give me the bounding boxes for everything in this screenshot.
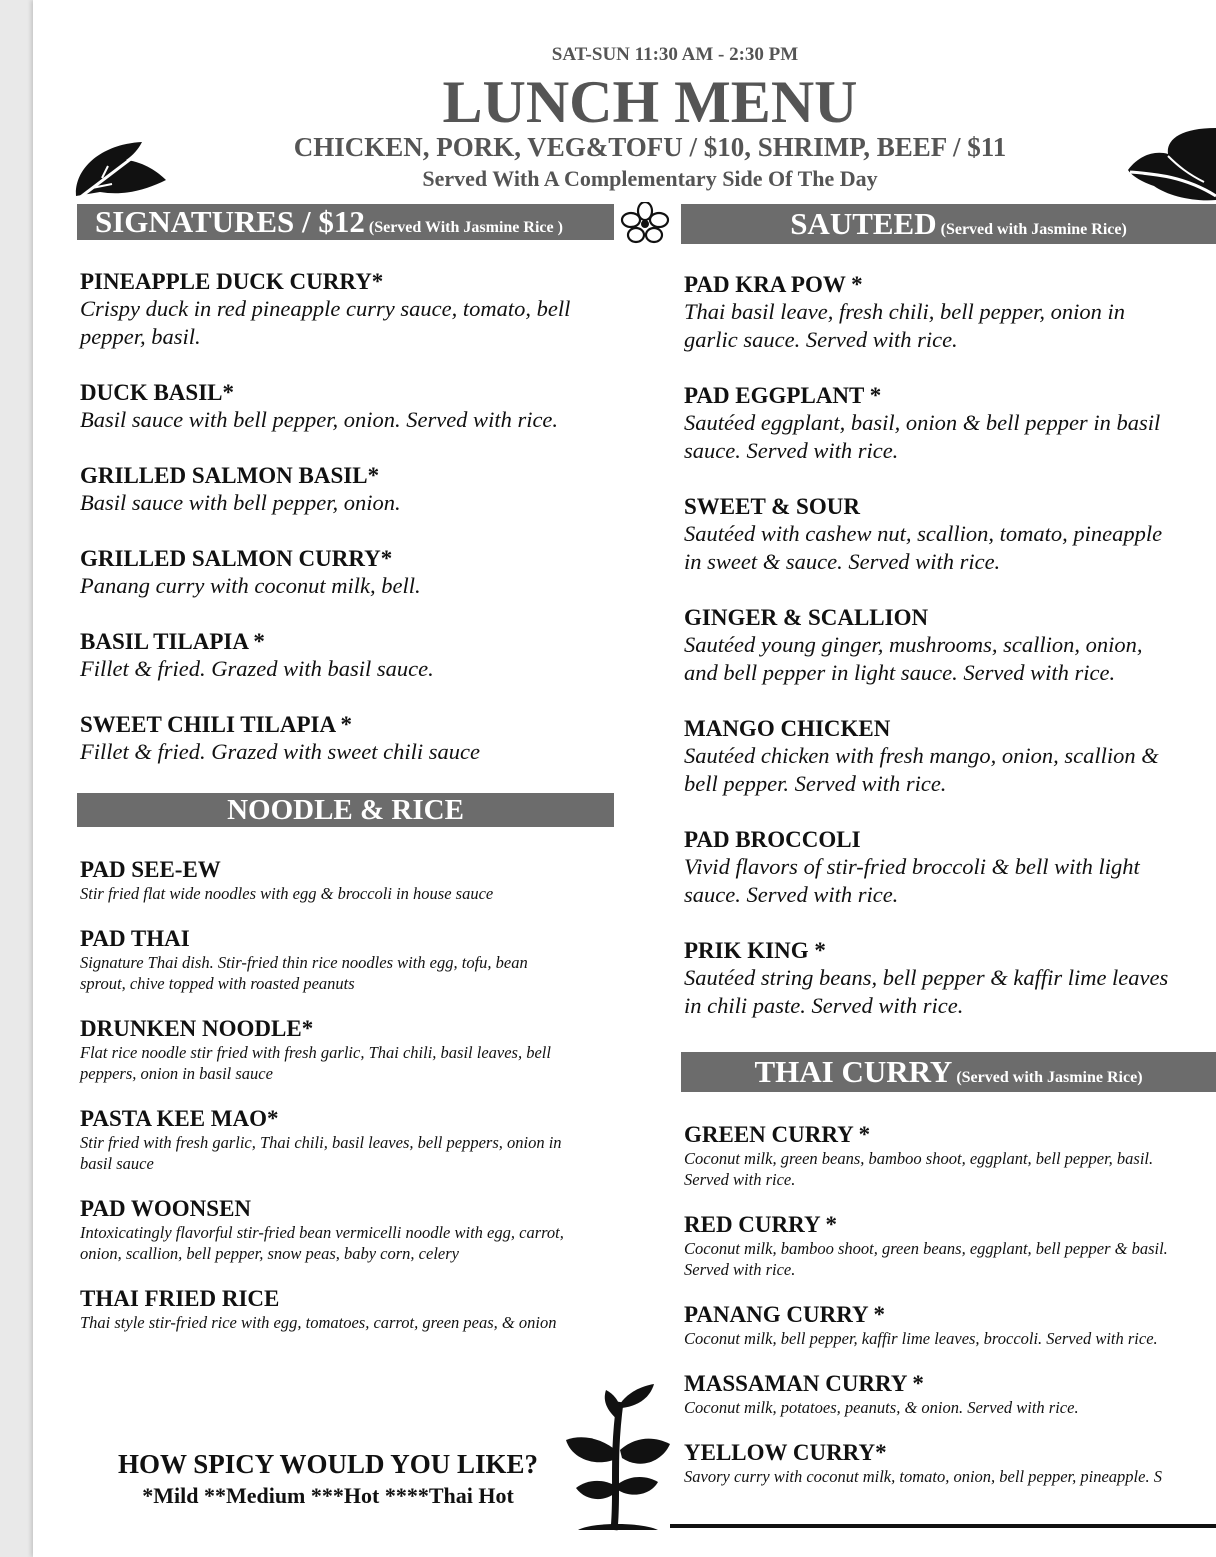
- item-name: PAD BROCCOLI: [684, 827, 861, 852]
- section-header-thai-curry: [681, 1052, 1216, 1092]
- item-description: and bell pepper in light sauce. Served with rice.: [684, 660, 1116, 685]
- thai-curry-list: [684, 1122, 1216, 1509]
- item-name: PINEAPPLE DUCK CURRY*: [80, 269, 384, 294]
- section-note: (Served with Jasmine Rice): [940, 221, 1127, 238]
- section-title: SIGNATURES / $12: [95, 204, 365, 239]
- bottom-divider: [670, 1524, 1216, 1528]
- item-name: PANANG CURRY *: [684, 1302, 886, 1327]
- menu-item: [80, 463, 620, 546]
- menu-hours: SAT-SUN 11:30 AM - 2:30 PM: [551, 44, 799, 65]
- section-note: (Served With Jasmine Rice ): [368, 219, 563, 236]
- item-name: RED CURRY *: [684, 1212, 837, 1237]
- menu-item: [684, 1212, 1216, 1302]
- section-title: NOODLE & RICE: [227, 794, 464, 826]
- item-description: sauce. Served with rice.: [684, 438, 899, 463]
- menu-item: [80, 926, 620, 1016]
- item-description: Crispy duck in red pineapple curry sauce, tomato, bell: [80, 296, 571, 321]
- item-name: SWEET & SOUR: [684, 494, 860, 519]
- item-description: Served with rice.: [684, 1260, 796, 1279]
- item-description: in sweet & sauce. Served with rice.: [684, 549, 1001, 574]
- item-description: Coconut milk, bamboo shoot, green beans, eggplant, bell pepper & basil.: [684, 1239, 1168, 1258]
- menu-prices: CHICKEN, PORK, VEG&TOFU / $10, SHRIMP, BEEF / $11: [293, 132, 1007, 162]
- item-description: basil sauce: [80, 1154, 154, 1173]
- item-name: GREEN CURRY *: [684, 1122, 871, 1147]
- section-title: SAUTEED: [790, 206, 937, 241]
- item-description: Vivid flavors of stir-fried broccoli & bell with light: [684, 854, 1140, 879]
- item-name: DUCK BASIL*: [80, 380, 235, 405]
- menu-item: [80, 1196, 620, 1286]
- item-name: PRIK KING *: [684, 938, 826, 963]
- section-header-sauteed: [681, 204, 1216, 244]
- item-description: garlic sauce. Served with rice.: [684, 327, 958, 352]
- item-name: GINGER & SCALLION: [684, 605, 929, 630]
- menu-title: LUNCH MENU: [442, 69, 858, 135]
- item-description: Coconut milk, bell pepper, kaffir lime leaves, broccoli. Served with rice.: [684, 1329, 1158, 1348]
- item-description: Flat rice noodle stir fried with fresh garlic, Thai chili, basil leaves, bell: [80, 1043, 551, 1062]
- menu-item: [684, 827, 1214, 938]
- menu-item: [684, 1440, 1216, 1509]
- menu-item: [80, 857, 620, 926]
- item-description: bell pepper. Served with rice.: [684, 771, 947, 796]
- sauteed-list: [684, 272, 1214, 1049]
- item-name: DRUNKEN NOODLE*: [80, 1016, 314, 1041]
- item-description: Thai basil leave, fresh chili, bell pepper, onion in: [684, 299, 1125, 324]
- menu-item: [684, 605, 1214, 716]
- menu-item: [80, 269, 620, 380]
- item-name: PASTA KEE MAO*: [80, 1106, 279, 1131]
- item-description: Thai style stir-fried rice with egg, tomatoes, carrot, green peas, & onion: [80, 1313, 557, 1332]
- signatures-list: [80, 269, 620, 795]
- menu-item: [684, 383, 1214, 494]
- item-description: onion, scallion, bell pepper, snow peas, baby corn, celery: [80, 1244, 459, 1263]
- section-header-signatures: [77, 204, 614, 240]
- item-description: Basil sauce with bell pepper, onion.: [80, 490, 401, 515]
- item-description: Sautéed string beans, bell pepper & kaffir lime leaves: [684, 965, 1169, 990]
- item-name: MASSAMAN CURRY *: [684, 1371, 924, 1396]
- menu-item: [80, 1016, 620, 1106]
- item-description: Sautéed chicken with fresh mango, onion, scallion &: [684, 743, 1159, 768]
- leaf-icon: [72, 138, 168, 204]
- item-description: Coconut milk, green beans, bamboo shoot, eggplant, bell pepper, basil.: [684, 1149, 1154, 1168]
- item-description: Sautéed young ginger, mushrooms, scallion, onion,: [684, 632, 1143, 657]
- item-name: GRILLED SALMON BASIL*: [80, 463, 380, 488]
- menu-item: [684, 1302, 1216, 1371]
- section-header-noodle-rice: [77, 793, 614, 827]
- item-name: GRILLED SALMON CURRY*: [80, 546, 393, 571]
- spice-levels: *Mild **Medium ***Hot ****Thai Hot: [142, 1483, 514, 1508]
- item-name: PAD SEE-EW: [80, 857, 221, 882]
- leaf-icon: [1124, 126, 1216, 204]
- item-name: PAD KRA POW *: [684, 272, 863, 297]
- item-description: sauce. Served with rice.: [684, 882, 899, 907]
- menu-item: [80, 546, 620, 629]
- item-name: THAI FRIED RICE: [80, 1286, 280, 1311]
- item-description: Sautéed with cashew nut, scallion, tomato, pineapple: [684, 521, 1163, 546]
- item-name: BASIL TILAPIA *: [80, 629, 265, 654]
- menu-item: [80, 1286, 620, 1346]
- item-description: Fillet & fried. Grazed with basil sauce.: [80, 656, 434, 681]
- item-description: Savory curry with coconut milk, tomato, onion, bell pepper, pineapple. S: [684, 1467, 1162, 1486]
- item-name: PAD WOONSEN: [80, 1196, 252, 1221]
- item-description: Served with rice.: [684, 1170, 796, 1189]
- noodle-rice-list: [80, 857, 620, 1346]
- item-description: peppers, onion in basil sauce: [80, 1064, 273, 1083]
- section-note: (Served with Jasmine Rice): [956, 1069, 1143, 1086]
- menu-served-note: Served With A Complementary Side Of The Day: [422, 166, 878, 191]
- menu-item: [684, 716, 1214, 827]
- menu-item: [684, 1122, 1216, 1212]
- item-name: SWEET CHILI TILAPIA *: [80, 712, 353, 737]
- item-description: Signature Thai dish. Stir-fried thin rice noodles with egg, tofu, bean: [80, 953, 528, 972]
- sprout-plant-icon: [562, 1382, 672, 1532]
- item-description: Sautéed eggplant, basil, onion & bell pepper in basil: [684, 410, 1161, 435]
- menu-item: [80, 380, 620, 463]
- menu-item: [80, 629, 620, 712]
- item-description: Stir fried flat wide noodles with egg & broccoli in house sauce: [80, 884, 494, 903]
- menu-item: [80, 1106, 620, 1196]
- section-title: THAI CURRY: [754, 1054, 953, 1089]
- menu-item: [684, 938, 1214, 1049]
- item-name: YELLOW CURRY*: [684, 1440, 887, 1465]
- spice-question: HOW SPICY WOULD YOU LIKE?: [117, 1449, 539, 1479]
- item-description: Coconut milk, potatoes, peanuts, & onion. Served with rice.: [684, 1398, 1079, 1417]
- item-description: pepper, basil.: [80, 324, 201, 349]
- item-description: Stir fried with fresh garlic, Thai chili, basil leaves, bell peppers, onion in: [80, 1133, 562, 1152]
- item-name: PAD EGGPLANT *: [684, 383, 882, 408]
- item-description: sprout, chive topped with roasted peanuts: [80, 974, 355, 993]
- item-description: Panang curry with coconut milk, bell.: [80, 573, 421, 598]
- item-description: Intoxicatingly flavorful stir-fried bean vermicelli noodle with egg, carrot,: [80, 1223, 564, 1242]
- menu-item: [684, 494, 1214, 605]
- flower-icon: [620, 202, 670, 244]
- item-description: Basil sauce with bell pepper, onion. Served with rice.: [80, 407, 559, 432]
- item-name: MANGO CHICKEN: [684, 716, 891, 741]
- item-description: in chili paste. Served with rice.: [684, 993, 964, 1018]
- menu-item: [684, 272, 1214, 383]
- item-description: Fillet & fried. Grazed with sweet chili sauce: [80, 739, 480, 764]
- menu-item: [684, 1371, 1216, 1440]
- menu-item: [80, 712, 620, 795]
- item-name: PAD THAI: [80, 926, 190, 951]
